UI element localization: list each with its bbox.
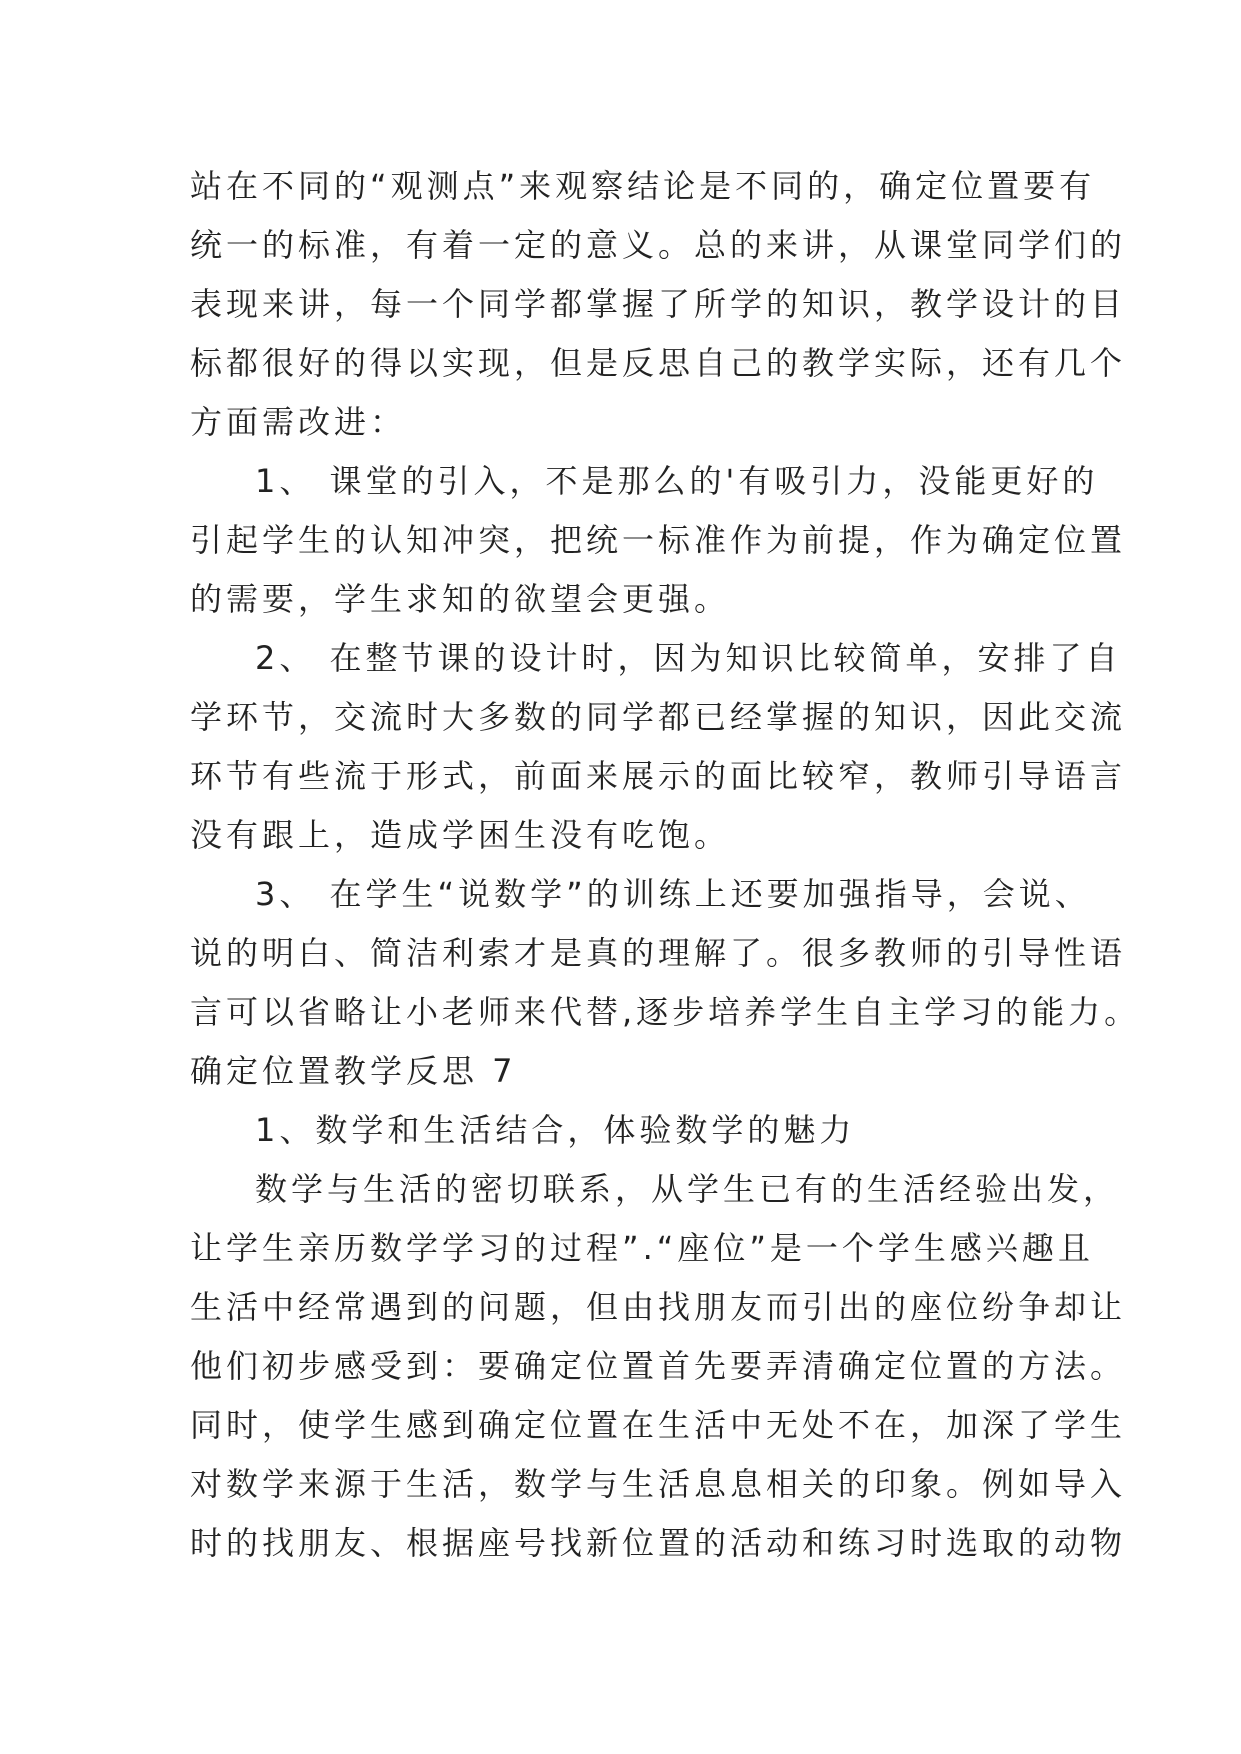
text-line: 站在不同的“观测点”来观察结论是不同的，确定位置要有 bbox=[190, 167, 1096, 205]
paragraph-first-line: 数学与生活的密切联系，从学生已有的生活经验出发， bbox=[255, 1170, 1120, 1208]
text-line: 同时，使学生感到确定位置在生活中无处不在，加深了学生 bbox=[190, 1406, 1127, 1444]
text-line: 学环节，交流时大多数的同学都已经掌握的知识，因此交流 bbox=[190, 698, 1127, 736]
text-line: 生活中经常遇到的问题，但由找朋友而引出的座位纷争却让 bbox=[190, 1288, 1127, 1326]
text-line: 对数学来源于生活，数学与生活息息相关的印象。例如导入 bbox=[190, 1465, 1127, 1503]
text-line: 的需要，学生求知的欲望会更强。 bbox=[190, 580, 731, 618]
text-line: 环节有些流于形式，前面来展示的面比较窄，教师引导语言 bbox=[190, 757, 1127, 795]
list-item-1: 1、 课堂的引入，不是那么的'有吸引力，没能更好的 bbox=[255, 462, 1099, 500]
text-line: 让学生亲历数学学习的过程”.“座位”是一个学生感兴趣且 bbox=[190, 1229, 1094, 1267]
text-line: 标都很好的得以实现，但是反思自己的教学实际，还有几个 bbox=[190, 344, 1127, 382]
text-line: 言可以省略让小老师来代替,逐步培养学生自主学习的能力。 bbox=[190, 993, 1141, 1031]
subsection-heading: 1、数学和生活结合，体验数学的魅力 bbox=[255, 1111, 856, 1149]
text-line: 统一的标准，有着一定的意义。总的来讲，从课堂同学们的 bbox=[190, 226, 1127, 264]
text-line: 方面需改进： bbox=[190, 403, 407, 441]
text-line: 说的明白、简洁利索才是真的理解了。很多教师的引导性语 bbox=[190, 934, 1127, 972]
text-line: 表现来讲，每一个同学都掌握了所学的知识，教学设计的目 bbox=[190, 285, 1127, 323]
text-line: 没有跟上，造成学困生没有吃饱。 bbox=[190, 816, 731, 854]
text-line: 他们初步感受到：要确定位置首先要弄清确定位置的方法。 bbox=[190, 1347, 1127, 1385]
text-line: 引起学生的认知冲突，把统一标准作为前提，作为确定位置 bbox=[190, 521, 1127, 559]
section-heading: 确定位置教学反思 7 bbox=[190, 1052, 517, 1090]
list-item-2: 2、 在整节课的设计时，因为知识比较简单，安排了自 bbox=[255, 639, 1122, 677]
list-item-3: 3、 在学生“说数学”的训练上还要加强指导，会说、 bbox=[255, 875, 1091, 913]
text-line: 时的找朋友、根据座号找新位置的活动和练习时选取的动物 bbox=[190, 1524, 1127, 1562]
